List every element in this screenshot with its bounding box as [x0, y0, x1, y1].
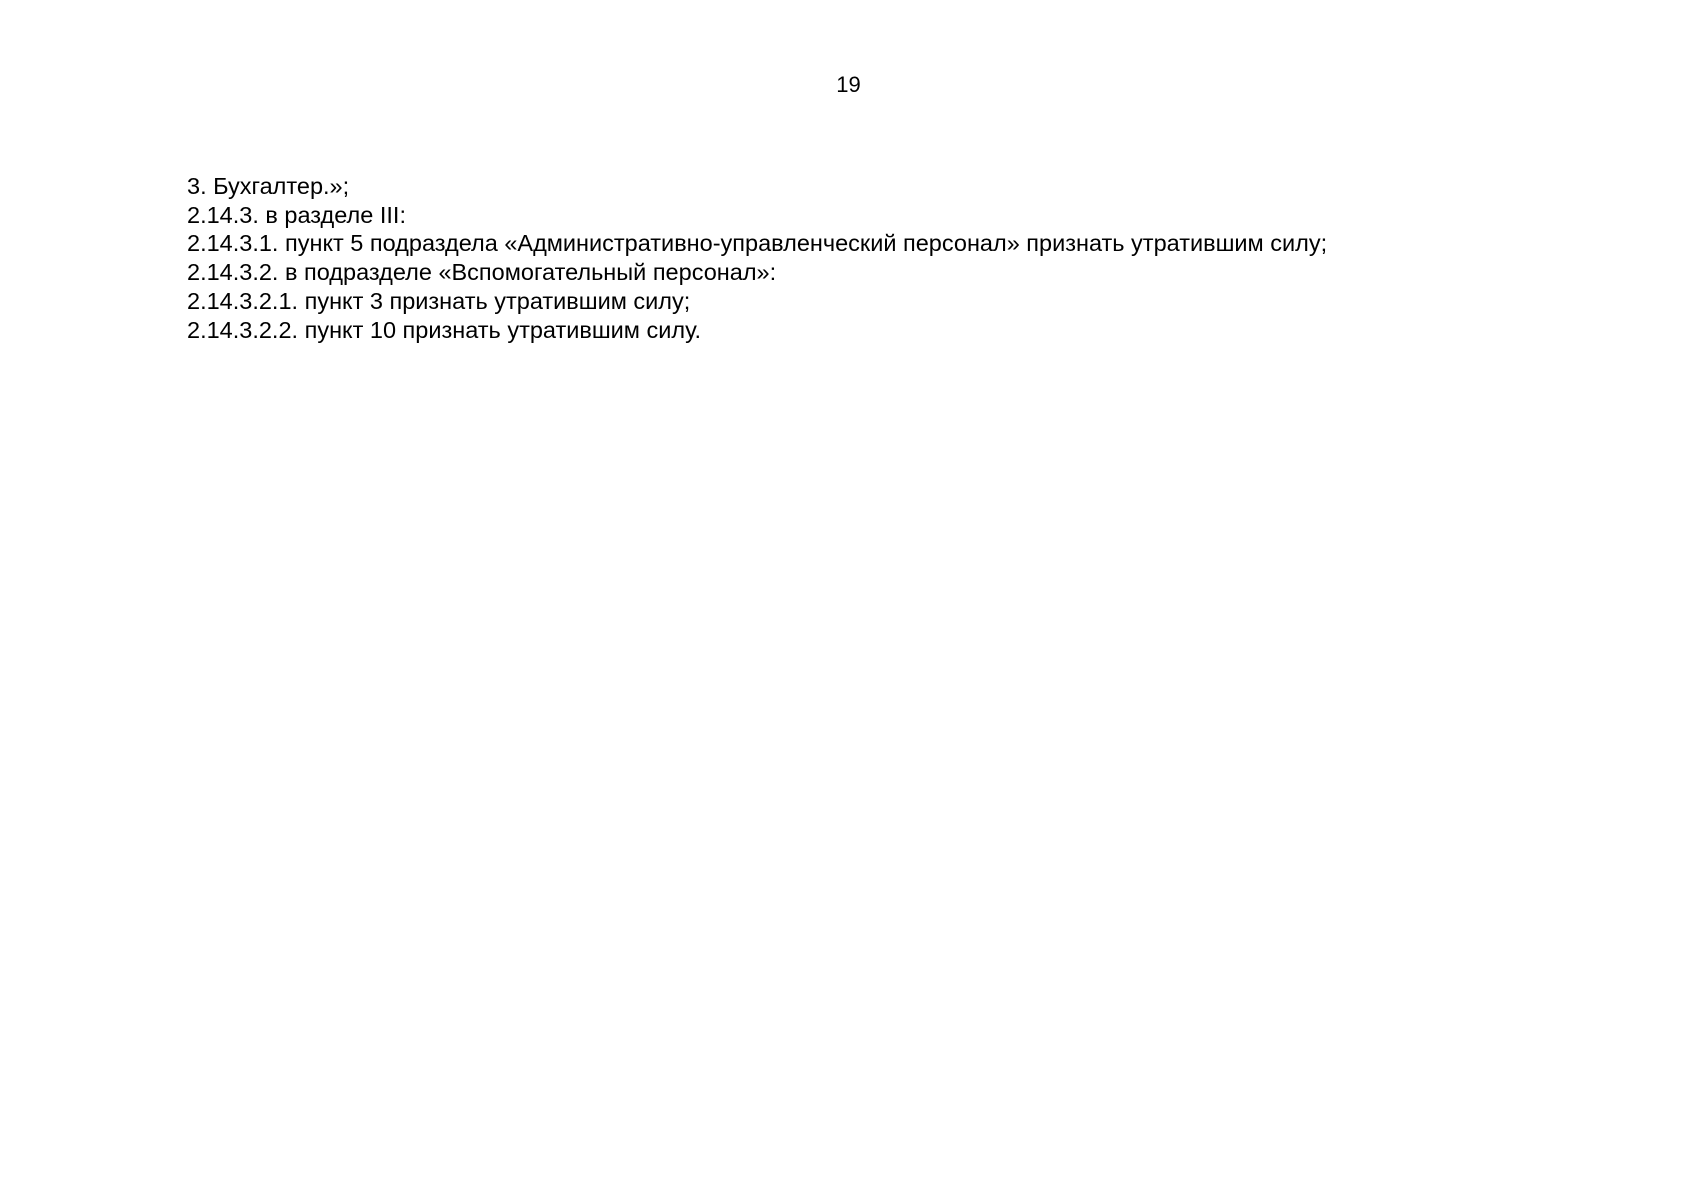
text-line: 2.14.3. в разделе III:	[187, 201, 406, 228]
text-line: 2.14.3.1. пункт 5 подраздела «Административно-управленческий персонал» признать утратившим силу;	[187, 230, 1328, 257]
document-body	[187, 172, 1517, 344]
text-line: 3. Бухгалтер.»;	[187, 173, 350, 199]
page-number: 19	[836, 72, 861, 97]
text-line: 2.14.3.2.1. пункт 3 признать утратившим силу;	[187, 287, 691, 314]
text-line: 2.14.3.2. в подразделе «Вспомогательный персонал»:	[187, 259, 777, 286]
text-line: 2.14.3.2.2. пункт 10 признать утратившим силу.	[187, 316, 702, 343]
